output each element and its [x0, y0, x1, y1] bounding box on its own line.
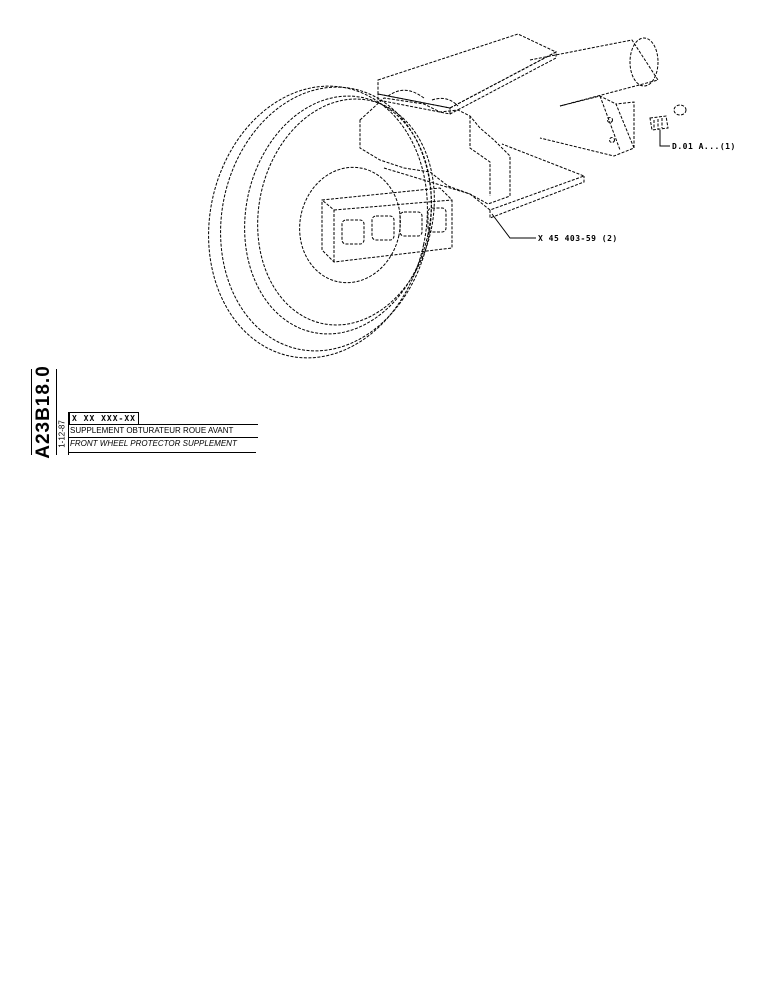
title-divider-middle	[68, 437, 258, 438]
frame-tube	[530, 38, 658, 156]
drawing-code-text: A23B18.0	[33, 365, 54, 459]
title-french: SUPPLEMENT OBTURATEUR ROUE AVANT	[70, 426, 234, 435]
part-reference: X XX XXX-XX	[69, 412, 139, 425]
protector-callout-leader	[492, 214, 536, 238]
bolt-callout-leader	[660, 130, 670, 146]
bolt-and-washer	[650, 105, 686, 130]
drawing-code	[31, 365, 57, 459]
drawing-date-text: 1-12-87	[57, 419, 67, 448]
lower-protector-plate	[384, 144, 584, 218]
title-divider-top	[68, 424, 258, 425]
protector-callout-label: X 45 403-59 (2)	[538, 234, 618, 243]
title-divider-bottom	[68, 452, 256, 453]
bolt-callout-label: D.01 A...(1)	[672, 142, 736, 151]
drawing-date	[56, 412, 69, 455]
title-english: FRONT WHEEL PROTECTOR SUPPLEMENT	[70, 439, 237, 448]
front-wheel	[184, 66, 456, 379]
upper-protector-plate	[378, 34, 556, 114]
